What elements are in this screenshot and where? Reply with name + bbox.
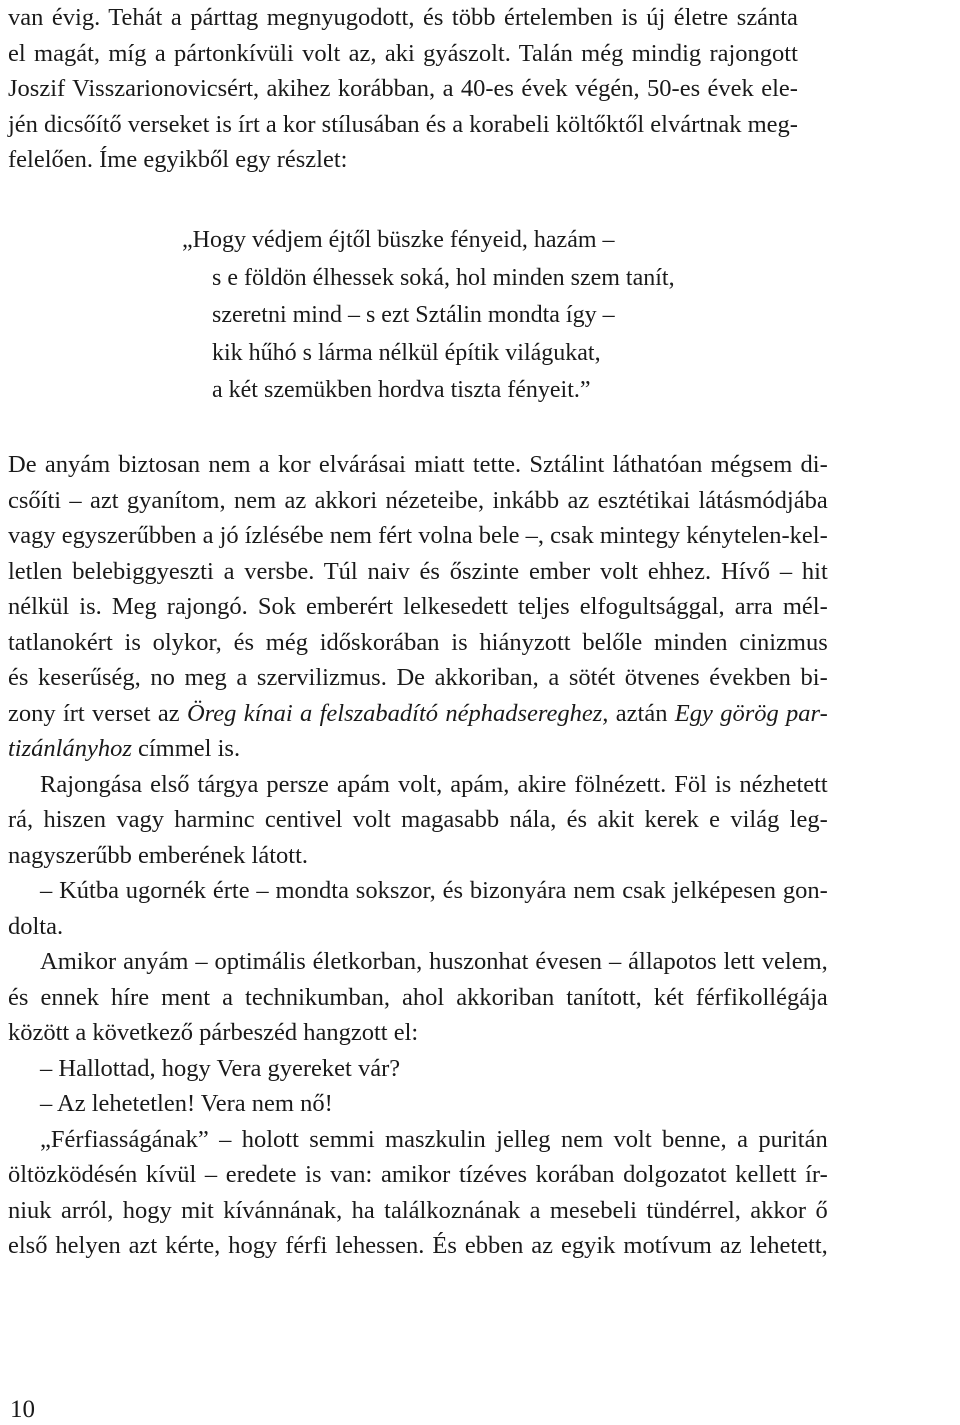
text-line: első helyen azt kérte, hogy férfi lehessen. És ebben az egyik motívum az lehetett,: [8, 1232, 828, 1259]
text-line: – Kútba ugornék érte – mondta sokszor, és bizonyára nem csak jelképesen gon-: [40, 877, 828, 904]
page-number: 10: [10, 1396, 35, 1423]
text-line: tatlanokért is olykor, és még időskorában is hiányzott belőle minden cinizmus: [8, 628, 828, 656]
text-line: között a következő párbeszéd hangzott el:: [8, 1019, 419, 1046]
text-line: Rajongása első tárgya persze apám volt, apám, akire fölnézett. Föl is nézhetett: [40, 770, 828, 798]
text-line: letlen belebiggyeszti a versbe. Túl naiv és őszinte ember volt ehhez. Hívő – hit: [8, 557, 828, 585]
poem-line: kik hűhó s lárma nélkül építik világukat,: [212, 339, 601, 366]
text-line: és keserűség, no meg a szervilizmus. De akkoriban, a sötét ötvenes években bi-: [8, 664, 828, 691]
intro-paragraph: [8, 0, 798, 178]
text-line: – Hallottad, hogy Vera gyereket vár?: [40, 1054, 401, 1082]
text-line: „Férfiasságának” – holott semmi maszkulin jelleg nem volt benne, a puritán: [40, 1125, 828, 1153]
text-line: öltözködésén kívül – eredete is van: amikor tízéves korában dolgozatot kellett ír-: [8, 1161, 828, 1188]
text-line: nagyszerűbb emberének látott.: [8, 841, 309, 869]
book-title: Öreg kínai a felszabadító néphadsereghez,: [186, 699, 609, 727]
text-line: rá, hiszen vagy harminc centivel volt magasabb nála, és akit kerek e világ leg-: [8, 806, 828, 833]
book-title: tizánlányhoz: [8, 735, 132, 762]
text-line: vagy egyszerűbben a jó ízlésébe nem fért volna bele –, csak mintegy kénytelen-kel-: [8, 522, 828, 549]
text-line: dolta.: [8, 912, 64, 940]
text-line: zony írt verset az Öreg kínai a felszabadító néphadsereghez, aztán Egy görög par-: [8, 699, 828, 727]
text-line: Amikor anyám – optimális életkorban, huszonhat évesen – állapotos lett velem,: [40, 948, 828, 975]
text-line: és ennek híre ment a technikumban, ahol akkoriban tanított, két férfikollégája: [8, 983, 828, 1011]
text-line: tizánlányhoz címmel is.: [8, 735, 241, 762]
body-text: [8, 447, 828, 1264]
text-line: Joszif Visszarionovicsért, akihez korábban, a 40-es évek végén, 50-es évek ele-: [8, 75, 798, 102]
poem-line: szeretni mind – s ezt Sztálin mondta így –: [212, 302, 615, 328]
poem-quote: [182, 222, 675, 410]
text-line: De anyám biztosan nem a kor elvárásai miatt tette. Sztálint láthatóan mégsem di-: [8, 451, 828, 478]
text-line: nélkül is. Meg rajongó. Sok emberért lelkesedett teljes elfogultsággal, arra mél-: [8, 593, 828, 620]
text-line: el magát, míg a pártonkívüli volt az, aki gyászolt. Talán még mindig rajongott: [8, 39, 798, 67]
poem-line: s e földön élhessek soká, hol minden szem tanít,: [212, 264, 675, 291]
poem-line: a két szemükben hordva tiszta fényeit.”: [212, 377, 591, 403]
text-line: niuk arról, hogy mit kívánnának, ha találkoznának a mesebeli tündérrel, akkor ő: [8, 1196, 828, 1224]
text-line: van évig. Tehát a párttag megnyugodott, és több értelemben is új életre szánta: [8, 4, 798, 31]
book-title: Egy görög par-: [674, 699, 828, 727]
text-line: jén dicsőítő verseket is írt a kor stílusában és a korabeli költőktől elvártnak meg-: [8, 110, 798, 138]
text-line: – Az lehetetlen! Vera nem nő!: [40, 1090, 333, 1117]
poem-line: „Hogy védjem éjtől büszke fényeid, hazám –: [182, 227, 615, 253]
text-line: felelően. Íme egyikből egy részlet:: [8, 146, 348, 173]
text-line: csőíti – azt gyanítom, nem az akkori nézeteibe, inkább az esztétikai látásmódjába: [8, 486, 828, 514]
